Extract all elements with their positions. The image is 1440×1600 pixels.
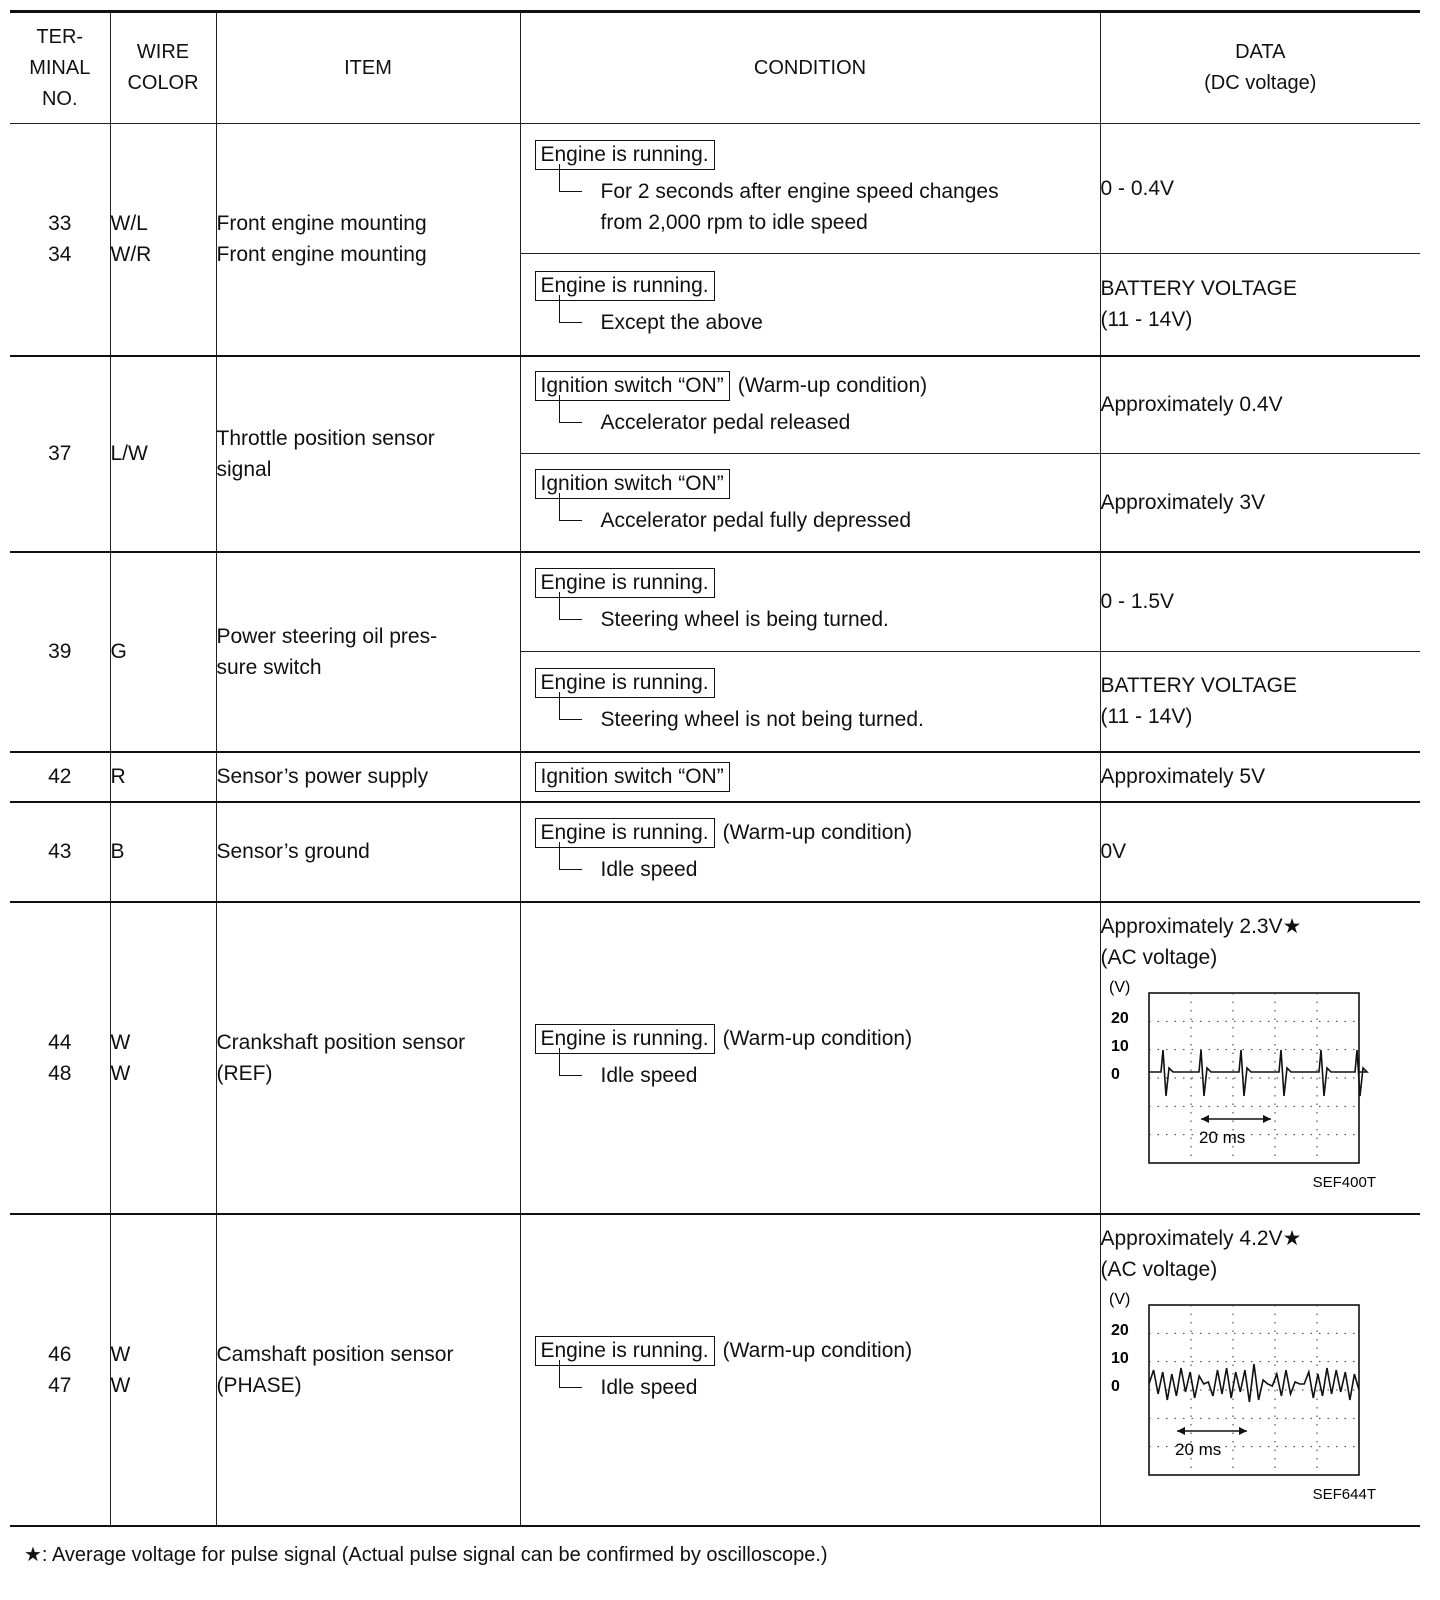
terminal-no-cell [10,356,110,552]
timebase-arrowhead-right [1263,1115,1271,1123]
wire-color-cell [110,752,216,802]
data-value: 0 - 0.4V [1100,177,1175,200]
terminal-number: 33 [48,212,72,236]
sub-condition-text: Steering wheel is not being turned. [600,707,924,731]
data-cell [1100,902,1420,1214]
condition-note: (Warm-up condition) [722,821,913,844]
condition-head [535,371,1086,401]
data-cell [1100,1214,1420,1526]
scope-tick-label: 10 [1110,1349,1129,1367]
wire-color: W/R [110,243,152,267]
scope-tick-label: 10 [1110,1037,1129,1055]
scope-unit-label: (V) [1108,1290,1130,1308]
condition-head [535,469,1086,499]
header-wire-line: COLOR [127,72,199,94]
sub-condition [601,407,1086,438]
scope-tick-label: 0 [1110,1065,1120,1083]
table-row [10,902,1420,1214]
data-value: 0V [1100,840,1127,863]
condition-head [535,818,1086,848]
wire-color-cell [110,1214,216,1526]
data-cell [1100,454,1420,552]
condition-head [535,1336,1086,1366]
condition-cell [520,1214,1100,1526]
condition-note: (Warm-up condition) [737,374,928,398]
data-cell [1100,752,1420,802]
condition-box: Ignition switch “ON” [535,371,730,401]
item-text: Sensor’s power supply [216,765,429,788]
condition-cell [520,902,1100,1214]
table-row [10,1214,1420,1526]
scope-waveform [1149,1050,1367,1096]
terminal-no-cell [10,124,110,356]
terminal-spec-table [10,10,1420,1527]
sub-condition [601,505,1086,536]
header-data-line: (DC voltage) [1204,72,1317,94]
data-value: 0 - 1.5V [1100,590,1175,614]
condition-cell [520,552,1100,652]
wire-color: W/L [110,212,148,236]
timebase-arrowhead-right [1239,1427,1247,1435]
condition-box: Engine is running. [535,1024,715,1054]
sub-condition [601,604,1086,635]
scope-tick-label: 20 [1110,1009,1129,1027]
item-cell [216,1214,520,1526]
item-cell [216,552,520,752]
terminal-no-cell [10,902,110,1214]
sub-condition [601,176,1086,238]
figure-code: SEF644T [1312,1485,1376,1503]
item-text: Front engine mounting [216,243,427,267]
condition-cell [520,752,1100,802]
timebase-label: 20 ms [1198,1127,1245,1147]
condition-box: Engine is running. [535,668,715,698]
scope-waveform [1149,1364,1359,1402]
terminal-number: 39 [48,640,72,663]
data-value: Approximately 0.4V [1100,393,1283,417]
data-cell [1100,652,1420,752]
footnote: ★: Average voltage for pulse signal (Actual pulse signal can be confirmed by oscilloscope.) [24,1544,828,1566]
data-cell [1100,356,1420,454]
condition [521,263,1100,346]
wire-color: W [110,1373,131,1397]
terminal-number: 42 [48,765,72,788]
sub-condition-text: Accelerator pedal released [600,411,851,435]
item-text: Throttle position sensor [216,426,435,450]
condition-note: (Warm-up condition) [722,1027,913,1050]
condition-cell [520,652,1100,752]
condition-box: Ignition switch “ON” [535,762,730,792]
condition [521,754,1100,800]
sub-condition-text: Accelerator pedal fully depressed [600,508,912,532]
condition-cell [520,124,1100,254]
wire-color: B [110,840,125,863]
data-value: (AC voltage) [1100,1257,1218,1281]
condition [521,132,1100,246]
item-text: Crankshaft position sensor [216,1030,466,1054]
wire-color: R [110,765,126,788]
wire-color: G [110,640,127,663]
item-text: signal [216,457,272,481]
header-terminal-line: NO. [41,87,78,110]
data-value: BATTERY VOLTAGE [1100,674,1297,698]
condition-box: Ignition switch “ON” [535,469,730,499]
terminal-no-cell [10,752,110,802]
terminal-number: 47 [48,1373,72,1397]
header-terminal-line: MINAL [29,56,91,79]
table-row [10,124,1420,254]
table-row [10,552,1420,652]
oscilloscope-chart [1101,977,1383,1191]
header-row [10,12,1420,124]
condition-note: (Warm-up condition) [722,1339,913,1362]
scope-tick-label: 20 [1110,1321,1129,1339]
sub-condition [601,1060,1086,1091]
condition-head [535,762,1086,792]
document-page [10,10,1420,1566]
data-cell [1100,254,1420,356]
scope-tick-label: 0 [1110,1377,1120,1395]
item-text: (REF) [216,1061,273,1085]
condition-cell [520,356,1100,454]
terminal-number: 37 [48,442,72,465]
wire-color-cell [110,802,216,902]
item-cell [216,752,520,802]
condition [521,660,1100,743]
data-value: Approximately 5V [1100,765,1266,788]
item-text: (PHASE) [216,1373,302,1397]
header-wire-line: WIRE [136,41,190,63]
terminal-number: 43 [48,840,72,863]
data-cell [1100,802,1420,902]
sub-condition-text: Except the above [600,310,763,334]
item-text: Sensor’s ground [216,840,370,863]
condition-cell [520,454,1100,552]
data-value: Approximately 4.2V★ [1100,1226,1302,1250]
sub-condition-text: from 2,000 rpm to idle speed [600,210,868,234]
terminal-number: 34 [48,243,72,267]
terminal-number: 44 [48,1030,72,1054]
condition [521,1328,1100,1411]
condition [521,810,1100,893]
wire-color: W [110,1061,131,1085]
sub-condition-text: Idle speed [600,858,698,881]
data-value: (AC voltage) [1100,945,1218,969]
header-wire-color [110,12,216,124]
data-value: (11 - 14V) [1100,308,1193,332]
wire-color-cell [110,552,216,752]
header-data-line: DATA [1235,41,1286,63]
timebase-arrowhead-left [1201,1115,1209,1123]
condition [521,1016,1100,1099]
data-value: BATTERY VOLTAGE [1100,277,1297,301]
condition-box: Engine is running. [535,271,715,301]
oscilloscope-chart [1101,1289,1383,1503]
condition [521,461,1100,544]
item-cell [216,124,520,356]
table-row [10,356,1420,454]
condition-head [535,1024,1086,1054]
item-cell [216,802,520,902]
condition-head [535,668,1086,698]
sub-condition [601,1372,1086,1403]
scope-unit-label: (V) [1108,978,1130,996]
condition-cell [520,254,1100,356]
condition-box: Engine is running. [535,818,715,848]
wire-color-cell [110,124,216,356]
header-data [1100,12,1420,124]
item-cell [216,902,520,1214]
item-text: sure switch [216,655,322,679]
table-body [10,124,1420,1526]
wire-color-cell [110,356,216,552]
wire-color: W [110,1342,131,1366]
terminal-no-cell [10,802,110,902]
header-condition: CONDITION [520,12,1100,124]
sub-condition [601,704,1086,735]
sub-condition-text: For 2 seconds after engine speed changes [600,179,999,203]
condition-head [535,568,1086,598]
data-value: Approximately 3V [1100,490,1266,514]
condition [521,560,1100,643]
condition-head [535,271,1086,301]
data-cell [1100,552,1420,652]
condition-cell [520,802,1100,902]
wire-color: L/W [110,442,148,465]
terminal-number: 46 [48,1342,72,1366]
data-value: Approximately 2.3V★ [1100,914,1302,938]
sub-condition-text: Idle speed [600,1376,698,1399]
terminal-no-cell [10,552,110,752]
item-text: Front engine mounting [216,212,427,236]
condition-box: Engine is running. [535,140,715,170]
table-row [10,802,1420,902]
condition-head [535,140,1086,170]
wire-color-cell [110,902,216,1214]
condition-box: Engine is running. [535,1336,715,1366]
condition [521,363,1100,446]
sub-condition [601,854,1086,885]
header-terminal-line: TER- [36,25,84,48]
figure-code: SEF400T [1312,1173,1376,1191]
table-row [10,752,1420,802]
data-value: (11 - 14V) [1100,705,1193,729]
header-item: ITEM [216,12,520,124]
sub-condition [601,307,1086,338]
timebase-arrowhead-left [1177,1427,1185,1435]
terminal-no-cell [10,1214,110,1526]
wire-color: W [110,1030,131,1054]
item-text: Camshaft position sensor [216,1342,454,1366]
item-cell [216,356,520,552]
sub-condition-text: Idle speed [600,1064,698,1087]
condition-box: Engine is running. [535,568,715,598]
terminal-number: 48 [48,1061,72,1085]
sub-condition-text: Steering wheel is being turned. [600,608,889,632]
item-text: Power steering oil pres- [216,624,438,648]
data-cell [1100,124,1420,254]
header-terminal-no [10,12,110,124]
timebase-label: 20 ms [1174,1439,1221,1459]
